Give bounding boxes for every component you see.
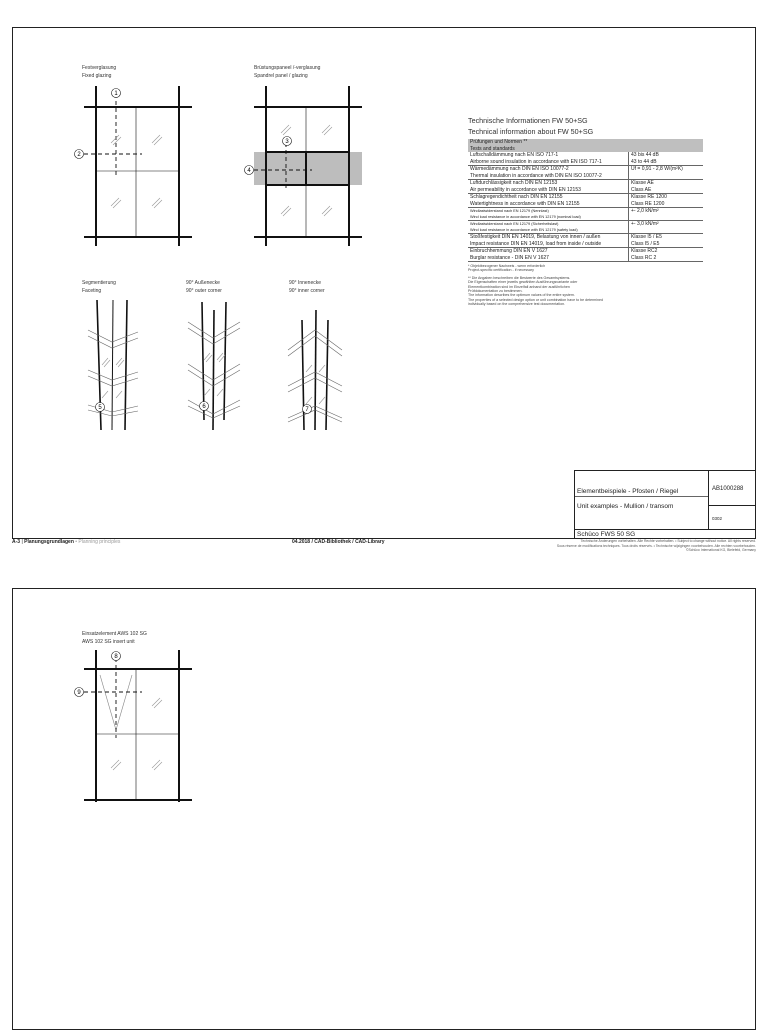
tech-title-en: Technical information about FW 50+SG (468, 127, 594, 136)
footer-left: A-3 | Planungsgrundlagen • Planning principles (12, 539, 121, 545)
product-name: Schüco FWS 50 SG (575, 529, 755, 538)
callout-7: 7 (305, 407, 309, 413)
callout-9: 9 (77, 690, 81, 696)
spec-table (468, 139, 703, 262)
note-line: Elementkombination sind im Einzelfall anhand der ausführlichen (468, 284, 570, 289)
footer-center: 04.2018 / CAD-Bibliothek / CAD-Library (292, 539, 385, 545)
fixed-glazing-drawing (70, 86, 200, 246)
spec-row: Stoßfestigkeit DIN EN 14019, Belastung von innen / außen Impact resistance DIN EN 14019, load from inside / outside Klasse I5 / E5 Class I5 / E5 (468, 234, 703, 248)
spec-row: Windlastwiderstand nach EN 12179 (Nennlast) Wind load resistance in accordance with EN 12179 (nominal load) +- 2,0 kN/m² (468, 208, 703, 221)
note-line: individually based on the comprehensive test documentation. (468, 302, 566, 307)
tech-title-de: Technische Informationen FW 50+SG (468, 116, 588, 125)
label-faceting: Segmentierung Faceting (82, 280, 116, 294)
callout-3: 3 (285, 139, 289, 145)
spec-row: Schlagregendichtheit nach DIN EN 12155 Watertightness in accordance with DIN EN 12155 Klasse RE 1200 Class RE 1200 (468, 194, 703, 208)
spec-row: Luftdurchlässigkeit nach DIN EN 12153 Air permeability in accordance with DIN EN 12153 Klasse AE Class AE (468, 180, 703, 194)
note-line: The properties of a selected design option or unit combination have to be determined (468, 297, 604, 302)
outer-corner-drawing (182, 300, 262, 432)
label-spandrel: Brüstungspaneel /-verglasung Spandrel panel / glazing (254, 65, 321, 79)
callout-5: 5 (98, 405, 102, 411)
spec-row: Einbruchhemmung DIN EN V 1627 Burglar resistance - DIN EN V 1627 Klasse RC2 Class RC 2 (468, 248, 703, 262)
insert-unit-drawing (70, 650, 200, 810)
callout-2: 2 (77, 152, 81, 158)
inner-corner-drawing (284, 300, 364, 432)
label-insert-unit: Einsatzelement AWS 102 SG AWS 102 SG insert unit (82, 631, 147, 645)
drawing-number: AB1000288 (712, 486, 744, 492)
callout-6: 6 (202, 404, 206, 410)
note-line: Prüfdokumentation zu bestimmen. (468, 289, 523, 294)
spec-table-header: Prüfungen und Normen ** Tests and standards (468, 139, 703, 152)
title-divider (575, 496, 708, 497)
faceting-drawing (80, 300, 150, 432)
technical-information (468, 115, 703, 310)
spec-row: Luftschalldämmung nach EN ISO 717-1 Airborne sound insulation in accordance with EN ISO 717-1 43 bis 44 dB 43 to 44 dB (468, 152, 703, 166)
title-en: Unit examples - Mullion / transom (577, 503, 674, 510)
spec-row: Windlastwiderstand nach EN 12179 (Sicherheitslast) Wind load resistance in accordance with EN 12179 (safety load) +- 3,0 kN/m² (468, 221, 703, 234)
tech-notes: * Objektbezogener Nachweis - wenn erforderlich Project-specific certification - if necessary ** Die Angaben beschreiben die Bestwerte des Gesamtsystems. Die Eigenschaften einer jeweils gewählten Ausführungsvariante oder Elementkombination sind im Einzelfall anhand der ausführlichen Prüfdokumentation zu bestimmen. The information describes the optimum values of the entire system. The properties of a selected design option or unit combination have to be determined individually based on the comprehensive test documentation. (468, 264, 703, 307)
title-block-right (708, 471, 756, 529)
number-divider (709, 505, 756, 506)
drawing-code: 0302 (712, 516, 723, 521)
label-outer-corner: 90° Außenecke 90° outer corner (186, 280, 222, 294)
callout-8: 8 (114, 654, 118, 660)
title-block (574, 470, 755, 538)
spec-row: Wärmedämmung nach DIN EN ISO 10077-2 Thermal insulation in accordance with DIN EN ISO 10077-2 Uf = 0,91 - 2,8 W/(m²K) (468, 166, 703, 180)
label-inner-corner: 90° Innenecke 90° inner corner (289, 280, 325, 294)
note-line: ** Die Angaben beschreiben die Bestwerte des Gesamtsystems. (468, 275, 571, 280)
callout-1: 1 (114, 91, 118, 97)
note-line: Die Eigenschaften einer jeweils gewählten Ausführungsvariante oder (468, 280, 578, 285)
title-de: Elementbeispiele - Pfosten / Riegel (577, 488, 679, 495)
label-fixed-glazing: Festverglasung Fixed glazing (82, 65, 117, 79)
footer-right: Technische Änderungen vorbehalten. Alle Rechte vorbehalten. • Subject to change without notice. All rights reserved. Sous réserve de modifications techniques. Tous droits réservés. • Technische wijzigingen voorbehouden. Alle rechten voorbehouden. ©Schüco International KG, Bielefeld, Germany (556, 539, 756, 553)
callout-4: 4 (247, 168, 251, 174)
note-line: The information describes the optimum values of the entire system. (468, 293, 575, 298)
spandrel-drawing (240, 86, 370, 246)
